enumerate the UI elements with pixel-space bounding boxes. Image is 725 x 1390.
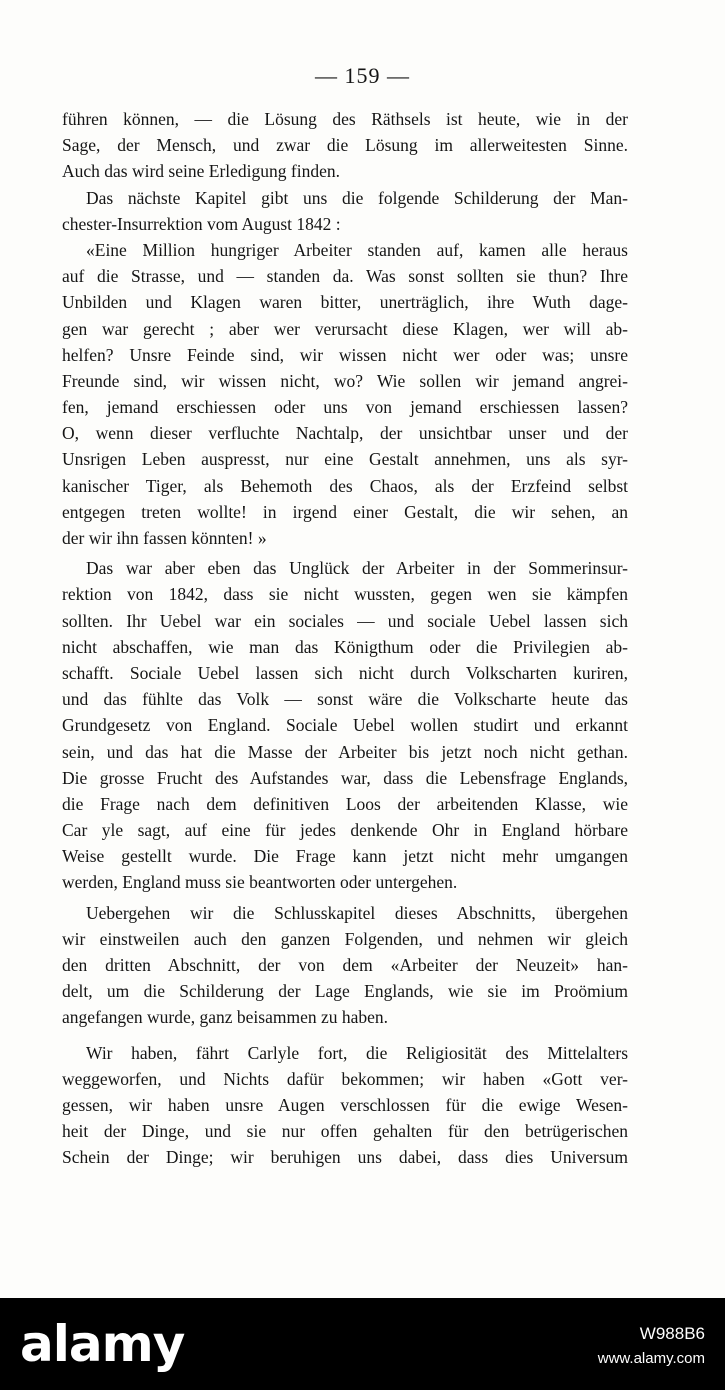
watermark-url: www.alamy.com	[597, 1350, 705, 1367]
page-number: — 159 —	[315, 63, 410, 88]
text-line: Weise gestellt wurde. Die Frage kann jetzt nicht mehr umgangen	[62, 846, 628, 867]
text-line: Das nächste Kapitel gibt uns die folgende Schilderung der Man-	[86, 187, 628, 208]
text-line: chester-Insurrektion vom August 1842 :	[62, 213, 341, 234]
text-line: schafft. Sociale Uebel lassen sich nicht durch Volkscharten kuriren,	[62, 662, 628, 683]
watermark-banner	[0, 1298, 725, 1390]
text-line: den dritten Abschnitt, der von dem «Arbeiter der Neuzeit» han-	[62, 955, 628, 975]
text-line: nicht abschaffen, wie man das Königthum oder die Privilegien ab-	[62, 636, 628, 657]
text-line: heit der Dinge, und sie nur offen gehalten für den betrügerischen	[62, 1121, 628, 1142]
text-line: Grundgesetz von England. Sociale Uebel wollen studirt und erkannt	[62, 715, 628, 736]
image-id: W988B6	[639, 1324, 705, 1343]
text-line: «Eine Million hungriger Arbeiter standen auf, kamen alle heraus	[86, 239, 628, 260]
text-line: entgegen treten wollte! in irgend einer Gestalt, die wir sehen, an	[62, 501, 628, 522]
text-line: O, wenn dieser verfluchte Nachtalp, der unsichtbar unser und der	[62, 423, 628, 444]
text-line: Uebergehen wir die Schlusskapitel dieses Abschnitts, übergehen	[86, 902, 628, 923]
text-line: werden, England muss sie beantworten oder untergehen.	[62, 872, 458, 893]
text-line: helfen? Unsre Feinde sind, wir wissen nicht wer oder was; unsre	[62, 344, 628, 365]
text-line: delt, um die Schilderung der Lage Englands, wie sie im Proömium	[62, 981, 628, 1002]
text-line: Schein der Dinge; wir beruhigen uns dabei, dass dies Universum	[62, 1147, 628, 1168]
text-line: Wir haben, fährt Carlyle fort, die Religiosität des Mittelalters	[86, 1042, 628, 1063]
text-line: weggeworfen, und Nichts dafür bekommen; wir haben «Gott ver-	[62, 1068, 628, 1089]
text-line: der wir ihn fassen könnten! »	[62, 528, 267, 548]
text-line: gen war gerecht ; aber wer verursacht diese Klagen, wer will ab-	[62, 318, 628, 339]
body-text	[62, 106, 628, 1171]
text-line: führen können, — die Lösung des Räthsels ist heute, wie in der	[62, 109, 628, 129]
text-line: Car yle sagt, auf eine für jedes denkende Ohr in England hörbare	[62, 820, 628, 841]
text-line: Unbilden und Klagen waren bitter, unerträglich, ihre Wuth dage-	[62, 292, 628, 313]
text-line: Das war aber eben das Unglück der Arbeiter in der Sommerinsur-	[86, 558, 628, 579]
text-line: Auch das wird seine Erledigung finden.	[62, 161, 340, 182]
text-line: sein, und das hat die Masse der Arbeiter bis jetzt noch nicht gethan.	[62, 741, 628, 762]
text-line: die Frage nach dem definitiven Loos der arbeitenden Klasse, wie	[62, 793, 628, 814]
alamy-logo: alamy	[20, 1315, 185, 1373]
text-line: sollten. Ihr Uebel war ein sociales — und sociale Uebel lassen sich	[62, 610, 628, 631]
text-line: und das fühlte das Volk — sonst wäre die Volkscharte heute das	[62, 689, 628, 710]
text-line: Freunde sind, wir wissen nicht, wo? Wie sollen wir jemand angrei-	[62, 370, 628, 391]
text-line: Unsrigen Leben auspresst, nur eine Gestalt annehmen, uns als syr-	[62, 449, 628, 470]
text-line: auf die Strasse, und — standen da. Was sonst sollten sie thun? Ihre	[62, 266, 628, 287]
text-line: rektion von 1842, dass sie nicht wussten, gegen wen sie kämpfen	[62, 584, 628, 605]
text-line: Sage, der Mensch, und zwar die Lösung im allerweitesten Sinne.	[62, 135, 628, 156]
text-line: wir einstweilen auch den ganzen Folgenden, und nehmen wir gleich	[62, 928, 628, 949]
text-line: Die grosse Frucht des Aufstandes war, dass die Lebensfrage Englands,	[62, 767, 628, 788]
text-line: angefangen wurde, ganz beisammen zu haben.	[62, 1007, 389, 1028]
text-line: kanischer Tiger, als Behemoth des Chaos, als der Erzfeind selbst	[62, 475, 628, 496]
text-line: gessen, wir haben unsre Augen verschlossen für die ewige Wesen-	[62, 1094, 628, 1115]
text-line: fen, jemand erschiessen oder uns von jemand erschiessen lassen?	[62, 397, 628, 418]
